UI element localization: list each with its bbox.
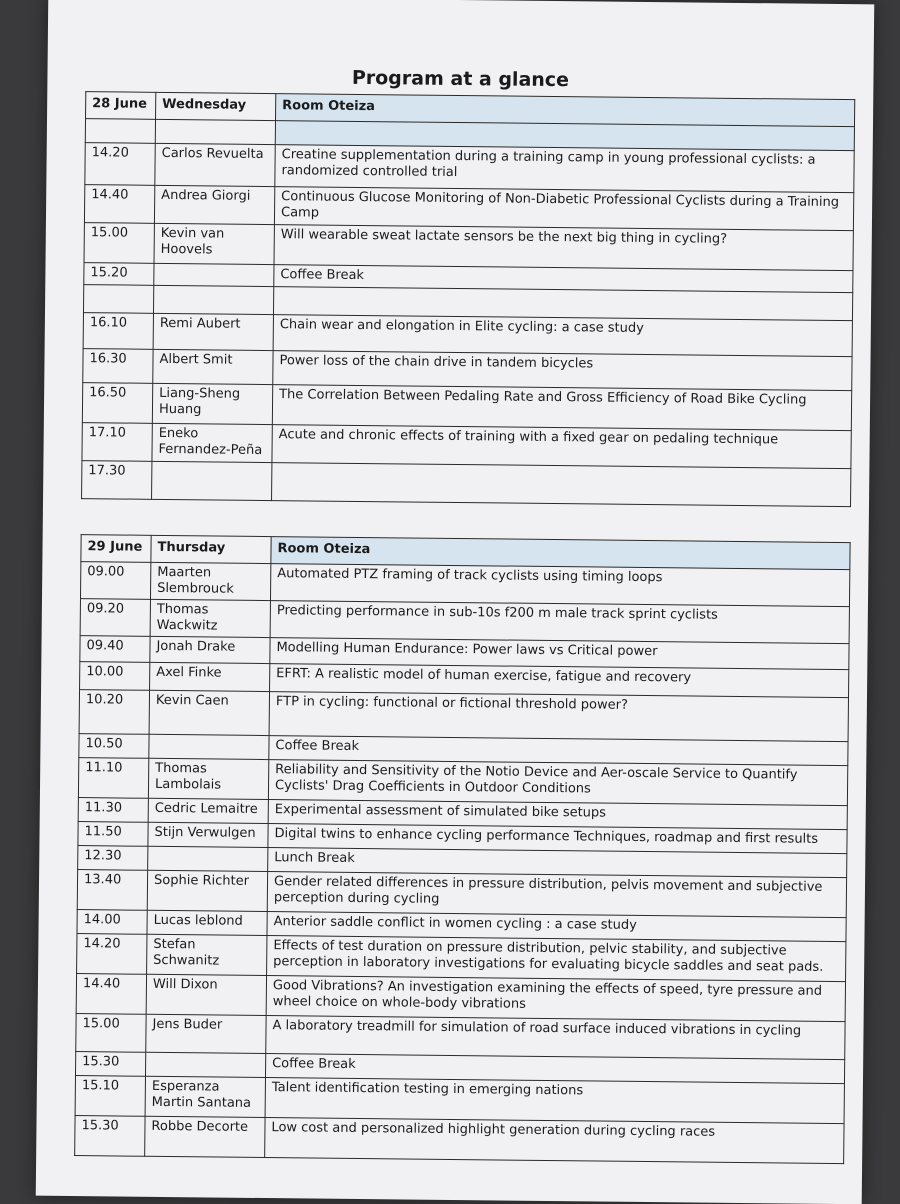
schedule-table-wednesday (81, 91, 855, 507)
talk-title: EFRT: A realistic model of human exercise, fatigue and recovery (270, 664, 849, 698)
schedule-table-thursday (74, 534, 850, 1164)
speaker-name (149, 734, 269, 759)
talk-title: Reliability and Sensitivity of the Notio Device and Aer-oscale Service to Quantify Cyclists' Drag Coefficients in Outdoor Conditions (268, 760, 847, 806)
speaker-name: Lucas leblond (147, 910, 267, 935)
talk-title: Talent identification testing in emerging nations (265, 1078, 844, 1124)
session-time: 14.40 (76, 974, 146, 1015)
talk-title: FTP in cycling: functional or fictional threshold power? (269, 692, 848, 742)
room-name: Room Oteiza (276, 94, 855, 127)
session-time: 15.30 (75, 1052, 145, 1077)
session-time: 10.20 (79, 690, 149, 735)
day-weekday: Wednesday (156, 92, 276, 120)
talk-title: Modelling Human Endurance: Power laws vs Critical power (270, 638, 849, 670)
session-time: 10.00 (80, 662, 150, 691)
speaker-name: Will Dixon (146, 974, 266, 1015)
talk-title: Predicting performance in sub-10s f200 m male track sprint cyclists (270, 601, 849, 644)
speaker-name: Stefan Schwanitz (147, 934, 267, 975)
speaker-name: Kevin Caen (149, 690, 269, 735)
session-time: 11.50 (78, 822, 148, 847)
talk-title (272, 463, 851, 507)
session-time: 14.20 (85, 143, 155, 186)
session-time (85, 119, 155, 144)
talk-title: Lunch Break (268, 848, 847, 878)
talk-title: Good Vibrations? An investigation examining the effects of speed, tyre pressure and wheel choice on whole-body vibrations (266, 976, 845, 1022)
talk-title: Low cost and personalized highlight generation during cycling races (265, 1118, 844, 1164)
talk-title: A laboratory treadmill for simulation of road surface induced vibrations in cycling (266, 1016, 845, 1060)
speaker-name: Thomas Wackwitz (150, 599, 270, 637)
session-time: 09.00 (80, 562, 150, 600)
table-row (75, 1116, 844, 1164)
session-time: 16.10 (83, 313, 153, 350)
session-time: 15.30 (75, 1116, 145, 1157)
table-row (82, 461, 851, 507)
speaker-name (148, 846, 268, 871)
session-time: 11.10 (78, 758, 148, 799)
speaker-name (145, 1052, 265, 1077)
speaker-name: Liang-Sheng Huang (152, 383, 272, 424)
session-time: 16.50 (82, 383, 152, 424)
talk-title: Automated PTZ framing of track cyclists using timing loops (270, 564, 849, 607)
talk-title: Effects of test duration on pressure distribution, pelvic stability, and subjective perception in laboratory investigations for evaluating bicycle saddles and seat pads. (267, 936, 846, 982)
talk-title: Coffee Break (265, 1054, 844, 1084)
talk-title: The Correlation Between Pedaling Rate and Gross Efficiency of Road Bike Cycling (272, 385, 851, 431)
speaker-name (155, 119, 275, 144)
session-time: 14.00 (77, 910, 147, 935)
talk-title: Will wearable sweat lactate sensors be the next big thing in cycling? (274, 225, 853, 271)
speaker-name: Stijn Verwulgen (148, 822, 268, 847)
speaker-name: Axel Finke (150, 662, 270, 691)
speaker-name: Maarten Slembrouck (150, 562, 270, 600)
talk-title: Creatine supplementation during a training camp in young professional cyclists: a randomized controlled trial (275, 145, 854, 193)
talk-title: Coffee Break (274, 265, 853, 293)
speaker-name: Jonah Drake (150, 636, 270, 663)
speaker-name: Cedric Lemaitre (148, 798, 268, 823)
speaker-name (154, 263, 274, 286)
speaker-name: Jens Buder (146, 1014, 266, 1053)
speaker-name: Eneko Fernandez-Peña (152, 423, 272, 462)
session-time: 13.40 (77, 870, 147, 911)
speaker-name: Albert Smit (153, 349, 273, 384)
talk-title: Experimental assessment of simulated bike setups (268, 800, 847, 830)
session-time (83, 285, 153, 314)
speaker-name: Esperanza Martin Santana (145, 1076, 265, 1117)
room-name: Room Oteiza (271, 537, 850, 570)
session-time: 16.30 (83, 349, 153, 384)
session-time: 17.30 (82, 461, 152, 500)
talk-title: Gender related differences in pressure distribution, pelvis movement and subjective perception during cycling (267, 872, 846, 918)
talk-title: Acute and chronic effects of training with a fixed gear on pedaling technique (272, 425, 851, 469)
paper-sheet (36, 0, 875, 1204)
talk-title: Power loss of the chain drive in tandem bicycles (273, 351, 852, 391)
talk-title: Chain wear and elongation in Elite cycling: a case study (273, 315, 852, 357)
speaker-name: Kevin van Hoovels (154, 223, 274, 264)
talk-title: Anterior saddle conflict in women cycling : a case study (267, 912, 846, 942)
session-time: 15.00 (76, 1014, 146, 1053)
session-time: 09.20 (80, 599, 150, 637)
session-time: 12.30 (78, 846, 148, 871)
speaker-name: Sophie Richter (147, 870, 267, 911)
speaker-name: Andrea Giorgi (154, 185, 274, 224)
speaker-name (152, 461, 272, 500)
page-title: Program at a glance (351, 66, 570, 92)
day-date: 29 June (81, 535, 151, 563)
speaker-name: Remi Aubert (153, 313, 273, 350)
session-time: 10.50 (79, 734, 149, 759)
day-weekday: Thursday (151, 535, 271, 563)
speaker-name: Thomas Lambolais (148, 758, 268, 799)
talk-title: Digital twins to enhance cycling performance Techniques, roadmap and first results (268, 824, 847, 854)
session-time: 14.20 (77, 934, 147, 975)
session-time: 11.30 (78, 798, 148, 823)
speaker-name: Carlos Revuelta (155, 143, 275, 186)
session-time: 15.00 (84, 223, 154, 264)
speaker-name (153, 285, 273, 314)
session-time: 17.10 (82, 423, 152, 462)
session-time: 14.40 (84, 185, 154, 224)
talk-title: Continuous Glucose Monitoring of Non-Diabetic Professional Cyclists during a Training Camp (274, 187, 853, 231)
day-date: 28 June (86, 92, 156, 120)
session-time: 15.10 (75, 1076, 145, 1117)
speaker-name: Robbe Decorte (145, 1116, 265, 1157)
talk-title: Coffee Break (269, 736, 848, 766)
session-time: 15.20 (84, 263, 154, 286)
session-time: 09.40 (80, 636, 150, 663)
